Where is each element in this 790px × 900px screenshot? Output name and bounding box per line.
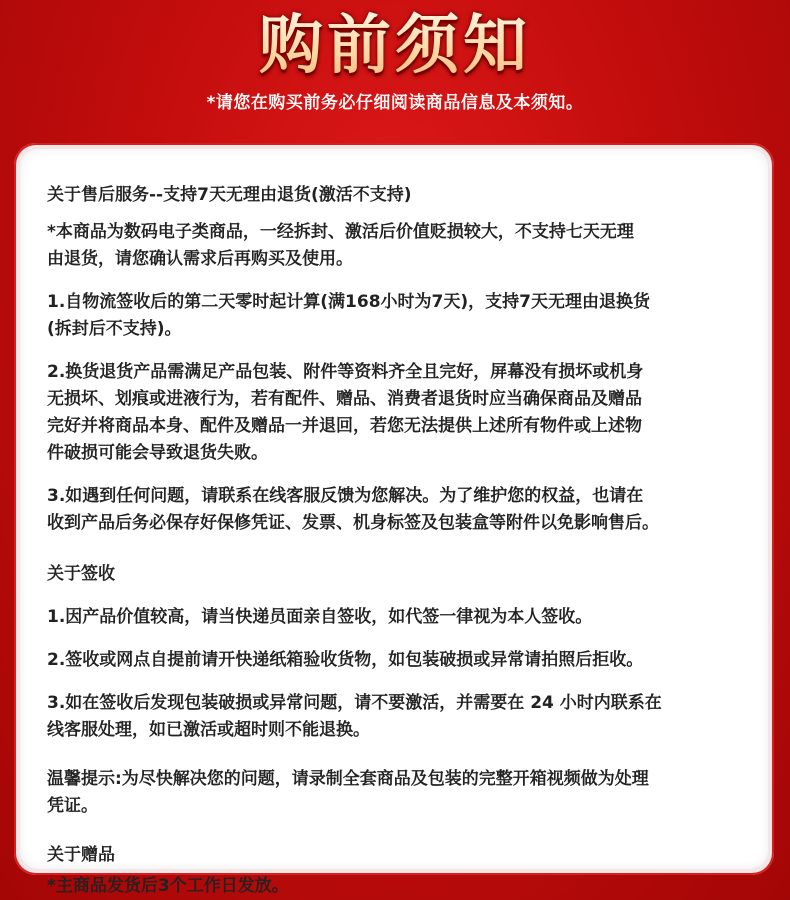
page-subtitle: *请您在购买前务必仔细阅读商品信息及本须知。 <box>206 93 584 113</box>
after-sales-notice-line: 由退货，请您确认需求后再购买及使用。 <box>47 249 353 269</box>
warm-tip-line: 温馨提示:为尽快解决您的问题，请录制全套商品及包装的完整开箱视频做为处理 <box>47 769 649 789</box>
page-title: 购前须知 <box>0 4 790 88</box>
after-sales-item-3-line: 3.如遇到任何问题，请联系在线客服反馈为您解决。为了维护您的权益，也请在 <box>47 486 644 506</box>
header-banner <box>0 0 790 140</box>
gifts-heading: 关于赠品 <box>47 845 115 865</box>
after-sales-item-2-line: 2.换货退货产品需满足产品包装、附件等资料齐全且完好，屏幕没有损坏或机身 <box>47 362 644 382</box>
gifts-line: *主商品发货后3个工作日发放。 <box>47 876 289 896</box>
after-sales-item-2-line: 件破损可能会导致退货失败。 <box>47 443 268 463</box>
after-sales-item-1-line: (拆封后不支持)。 <box>47 319 182 339</box>
after-sales-item-1-line: 1.自物流签收后的第二天零时起计算(满168小时为7天)，支持7天无理由退换货 <box>47 292 650 312</box>
signing-item-2: 2.签收或网点自提前请开快递纸箱验收货物，如包装破损或异常请拍照后拒收。 <box>47 650 644 670</box>
notice-content <box>47 182 757 900</box>
warm-tip-line: 凭证。 <box>47 796 98 816</box>
signing-heading: 关于签收 <box>47 564 115 584</box>
after-sales-item-2-line: 无损坏、划痕或进液行为，若有配件、赠品、消费者退货时应当确保商品及赠品 <box>47 389 642 409</box>
after-sales-notice-line: *本商品为数码电子类商品，一经拆封、激活后价值贬损较大，不支持七天无理 <box>47 222 634 242</box>
signing-item-1: 1.因产品价值较高，请当快递员面亲自签收，如代签一律视为本人签收。 <box>47 607 593 627</box>
signing-item-3-line: 线客服处理，如已激活或超时则不能退换。 <box>47 720 370 740</box>
signing-item-3-line: 3.如在签收后发现包装破损或异常问题，请不要激活，并需要在 24 小时内联系在 <box>47 693 662 713</box>
after-sales-item-3-line: 收到产品后务必保存好保修凭证、发票、机身标签及包装盒等附件以免影响售后。 <box>47 513 659 533</box>
after-sales-item-2-line: 完好并将商品本身、配件及赠品一并退回，若您无法提供上述所有物件或上述物 <box>47 416 642 436</box>
after-sales-heading: 关于售后服务--支持7天无理由退货(激活不支持) <box>47 185 412 205</box>
